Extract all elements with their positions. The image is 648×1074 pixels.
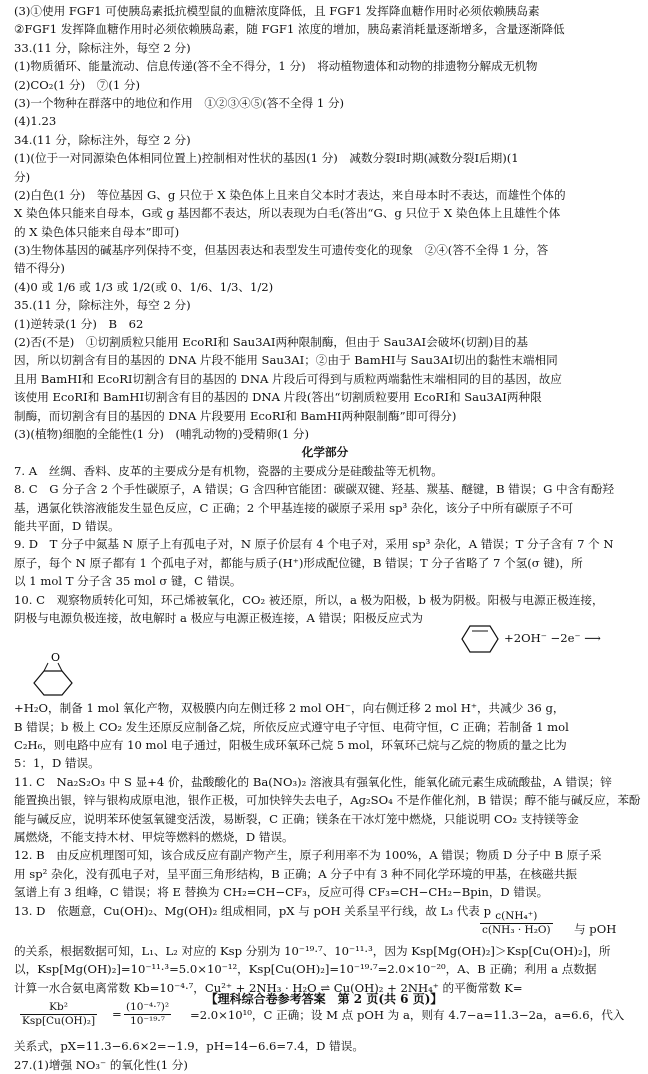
chemistry-answer-line: 以 1 mol T 分子含 35 mol σ 键，C 错误。: [14, 574, 242, 589]
biology-answer-line: ②FGF1 发挥降血糖作用时必须依赖胰岛素，随 FGF1 浓度的增加，胰岛素消耗量逐渐增多，含量逐渐降低: [14, 22, 565, 37]
section-title: 化学部分: [301, 445, 349, 460]
biology-answer-line: 的 X 染色体只能来自母本”即可): [14, 224, 180, 239]
biology-answer-line: (1)逆转录(1 分) B 62: [14, 316, 144, 331]
biology-answer-line: (2)CO₂(1 分) ⑦(1 分): [14, 77, 141, 92]
equals-sign: =: [112, 1007, 122, 1022]
biology-answer-line: (1)物质循环、能量流动、信息传递(答不全不得分，1 分) 将动植物遗体和动物的排遗物分解成无机物: [14, 59, 538, 74]
biology-answer-line: (3)生物体基因的碱基序列保持不变，但基因表达和表型发生可遗传变化的现象 ②④(答不全得 1 分，答: [14, 243, 549, 258]
anode-equation-row: [14, 627, 636, 651]
biology-answer-line: 35.(11 分，除标注外，每空 2 分): [14, 298, 191, 313]
chemistry-answers-a: [14, 462, 636, 628]
chemistry-answer-line: 13. D 依题意，Cu(OH)₂、Mg(OH)₂ 组成相同，pX 与 pOH 关系呈平行线，故 L₃ 代表 p: [14, 903, 492, 918]
chemistry-answer-line: 关系式，pX=11.3−6.6×2=−1.9，pH=14−6.6=7.4，D 错误。: [14, 1039, 364, 1054]
biology-answer-line: 且用 BamHⅠ和 EcoRⅠ切割含有目的基因的 DNA 片段后可得到与质粒两端黏性末端相同的目的基因，故应: [14, 371, 562, 386]
ratio-fraction: [480, 910, 553, 937]
chemistry-answer-line: 用 sp² 杂化，没有孤电子对，呈平面三角形结构，B 正确；A 分子中有 3 种不同化学环境的甲基，在核磁共振: [14, 866, 577, 881]
chemistry-answer-line: 能与碱反应，说明苯环使氢氧键变活泼，易断裂，C 正确；镁条在干冰灯笼中燃烧，只能说明 CO₂ 支持镁等金: [14, 811, 579, 826]
biology-answer-line: (3)(植物)细胞的全能性(1 分) (哺乳动物的)受精卵(1 分): [14, 426, 310, 441]
chemistry-answer-line: 11. C Na₂S₂O₃ 中 S 显+4 价，盐酸酸化的 Ba(NO₃)₂ 溶液具有强氧化性，能氧化硫元素生成硫酸盐，A 错误；锌: [14, 774, 612, 789]
chemistry-answer-line: +H₂O，制备 1 mol 氧化产物，双极膜内向左侧迁移 2 mol OH⁻，向右侧迁移 2 mol H⁺，共减少 36 g，: [14, 701, 565, 716]
chemistry-answer-line: 8. C G 分子含 2 个手性碳原子，A 错误；G 含四种官能团：碳碳双键、羟基、羰基、醚键，B 错误；G 中含有酚羟: [14, 482, 615, 497]
chemistry-answer-line: 阴极与电源负极连接，故电解时 a 极应与电源正极连接，A 错误；阳极反应式为: [14, 610, 423, 625]
chemistry-answer-line: 属燃烧，不能支持木材、甲烷等燃料的燃烧，D 错误。: [14, 830, 294, 845]
biology-answer-line: X 染色体只能来自母本，G或 g 基因都不表达，所以表现为白毛(答出“G、g 只位于 X 染色体上且雄性个体: [14, 206, 561, 221]
biology-answer-line: (1)(位于一对同源染色体相同位置上)控制相对性状的基因(1 分) 减数分裂Ⅰ时期(减数分裂Ⅰ后期)(1: [14, 151, 519, 166]
chemistry-answer-line: 以，Ksp[Mg(OH)₂]=10⁻¹¹·³=5.0×10⁻¹²，Ksp[Cu(OH)₂]=10⁻¹⁹·⁷=2.0×10⁻²⁰，A、B 正确；利用 a 点数据: [14, 962, 597, 977]
ratio-denominator: c(NH₃ · H₂O): [482, 923, 551, 936]
biology-answer-line: (4)1.23: [14, 114, 57, 129]
chemistry-answer-line: 12. B 由反应机理图可知，该合成反应有副产物产生，原子利用率不为 100%，A 错误；物质 D 分子中 B 原子采: [14, 848, 602, 863]
chemistry-answer-line: 9. D T 分子中氮基 N 原子上有孤电子对，N 原子价层有 4 个电子对，采用 sp³ 杂化，A 错误；T 分子含有 7 个 N: [14, 537, 614, 552]
biology-answer-line: (2)白色(1 分) 等位基因 G、g 只位于 X 染色体上且来自父本时才表达，来自母本时不表达，而雄性个体的: [14, 187, 566, 202]
biology-answer-line: (3)一个物种在群落中的地位和作用 ①②③④⑤(答不全得 1 分): [14, 95, 345, 110]
value-numerator: (10⁻⁴·⁷)²: [126, 1001, 170, 1014]
chemistry-answer-line: 原子，每个 N 原子都有 1 个孤电子对，都能与质子(H⁺)形成配位键，B 错误；T 分子省略了 7 个氢(σ 键)，所: [14, 555, 583, 570]
chemistry-answer-line: 的关系，根据数据可知，L₁、L₂ 对应的 Ksp 分别为 10⁻¹⁹·⁷、10⁻¹¹·³，因为 Ksp[Mg(OH)₂]＞Ksp[Cu(OH)₂]，所: [14, 943, 611, 958]
chemistry-answer-line: 基，遇氯化铁溶液能发生显色反应，C 正确；2 个甲基连接的碳原子采用 sp³ 杂化，该分子中所有碳原子不可: [14, 500, 574, 515]
chemistry-answer-line: 5：1，D 错误。: [14, 756, 100, 771]
page-footer: 【理科综合卷参考答案 第 2 页(共 6 页)】: [205, 992, 443, 1006]
chemistry-answers-c: [14, 942, 636, 997]
biology-answer-line: (3)①使用 FGF1 可使胰岛素抵抗模型鼠的血糖浓度降低，且 FGF1 发挥降血糖作用时必须依赖胰岛素: [14, 4, 540, 18]
ratio-tail: 与 pOH: [574, 921, 617, 936]
k-denominator: Ksp[Cu(OH)₂]: [22, 1015, 96, 1028]
biology-answer-line: 分): [14, 169, 31, 184]
chemistry-answers-d: [14, 1037, 636, 1074]
epoxide-row: [14, 651, 636, 699]
page-content: [14, 2, 641, 1074]
biology-answer-line: 该使用 EcoRⅠ和 BamHⅠ切割含有目的基因的 DNA 片段(答出“切割质粒要用 EcoRⅠ和 Sau3AⅠ两种限: [14, 390, 542, 405]
biology-answer-line: 错不得分): [14, 261, 65, 276]
chemistry-answer-line: B 错误；b 极上 CO₂ 发生还原反应制备乙烷，所依反应式遵守电子守恒、电荷守恒，C 正确；若制备 1 mol: [14, 719, 569, 734]
chemistry-answer-line: 7. A 丝绸、香料、皮革的主要成分是有机物，瓷器的主要成分是硅酸盐等无机物。: [14, 463, 443, 478]
anode-equation-tail: +2OH⁻ −2e⁻ ⟶: [504, 631, 601, 646]
biology-answer-line: (2)否(不是) ①切割质粒只能用 EcoRⅠ和 Sau3AⅠ两种限制酶，但由于 Sau3AⅠ会破坏(切割)目的基: [14, 335, 528, 350]
biology-answer-line: 制酶，而切割含有目的基因的 DNA 片段要用 EcoRⅠ和 BamHⅠ两种限制酶”即可得分): [14, 408, 457, 423]
biology-answer-line: 34.(11 分，除标注外，每空 2 分): [14, 132, 191, 147]
value-denominator: 10⁻¹⁹·⁷: [130, 1015, 165, 1028]
chemistry-answer-line: 能置换出银，锌与银构成原电池，银作正极，可加快锌失去电子，Ag₂SO₄ 不是作催化剂，B 错误；醇不能与碱反应，苯酚: [14, 793, 641, 808]
chemistry-answer-line: 27.(1)增强 NO₃⁻ 的氧化性(1 分): [14, 1057, 188, 1072]
chemistry-answer-line: 能共平面，D 错误。: [14, 518, 120, 533]
biology-answer-line: (4)0 或 1/6 或 1/3 或 1/2(或 0、1/6、1/3、1/2): [14, 279, 274, 294]
chemistry-answer-line: 氢谱上有 3 组峰，C 错误；将 E 替换为 CH₂=CH−CF₃，反应可得 CF₃=CH−CH₂−Bpin，D 错误。: [14, 885, 549, 900]
k-numerator: Kb²: [20, 1001, 97, 1015]
biology-answer-line: 因，所以切割含有目的基因的 DNA 片段不能用 Sau3AⅠ；②由于 BamHⅠ与 Sau3AⅠ切出的黏性末端相同: [14, 353, 558, 368]
biology-answer-line: 33.(11 分，除标注外，每空 2 分): [14, 40, 191, 55]
k-result-tail: =2.0×10¹⁰，C 正确；设 M 点 pOH 为 a，则有 4.7−a=11.3−2a，a=6.6，代入: [190, 1008, 625, 1023]
ratio-numerator: c(NH₄⁺): [480, 910, 553, 924]
chemistry-answer-line: 10. C 观察物质转化可知，环己烯被氧化，CO₂ 被还原，所以，a 极为阳极，b 极为阴极。阳极与电源正极连接，: [14, 592, 604, 607]
chemistry-answers-b: [14, 699, 641, 920]
biology-answers: [14, 2, 636, 443]
ring-label: O: [51, 651, 61, 665]
chemistry-answer-line: C₂H₆，则电路中应有 10 mol 电子通过，阳极生成环氧环己烷 5 mol，环氧环己烷与乙烷的物质的量之比为: [14, 738, 567, 753]
chemistry-answer-line: 计算一水合氨电离常数 Kb=10⁻⁴·⁷，Cu²⁺ + 2NH₃ · H₂O ⇌ Cu(OH)₂ + 2NH₄⁺ 的平衡常数 K=: [14, 980, 523, 995]
epoxide-ring-icon: [32, 651, 76, 702]
